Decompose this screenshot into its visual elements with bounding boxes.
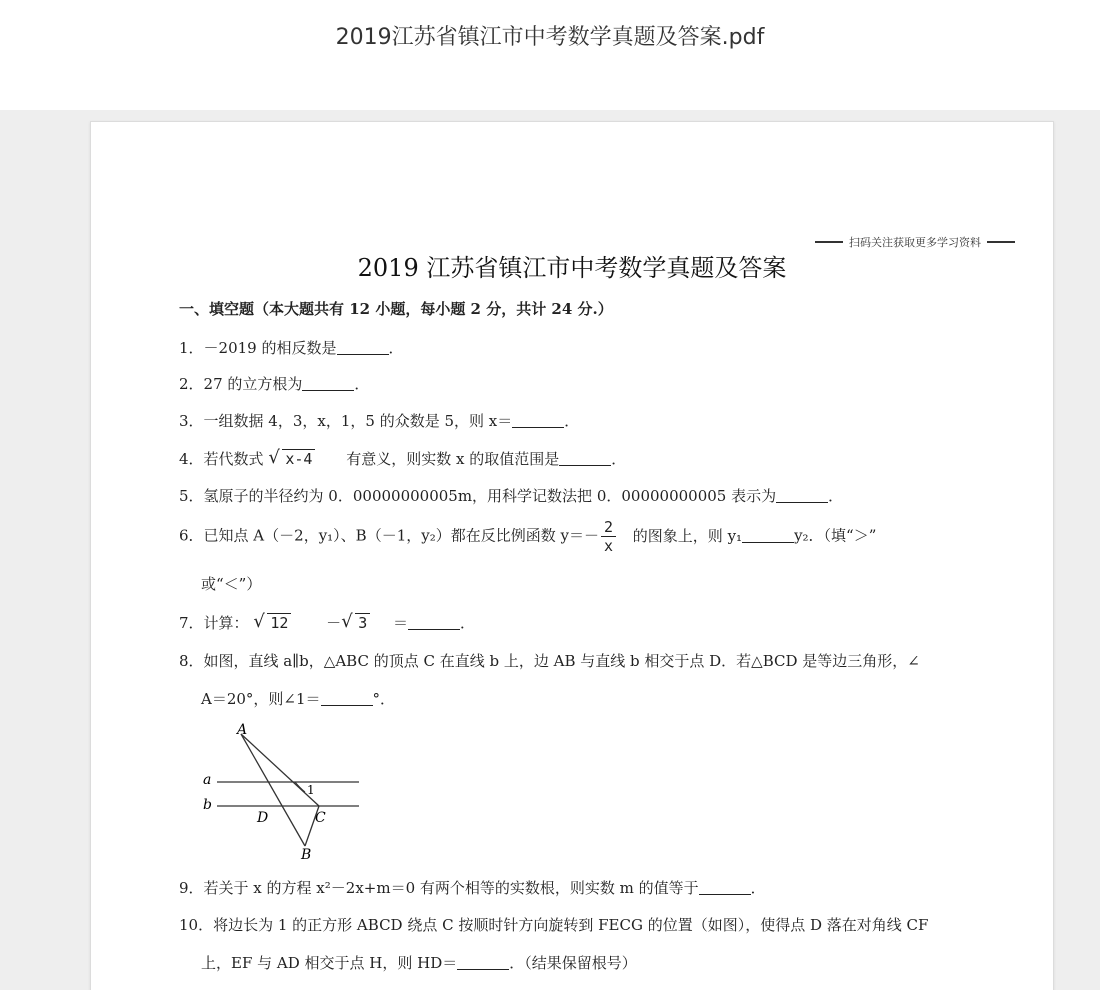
question-6-continued (179, 573, 261, 594)
question-1 (179, 337, 404, 358)
answer-blank (699, 879, 751, 895)
answer-blank (302, 375, 354, 391)
question-text: 1．－2019 的相反数是 (179, 339, 337, 357)
question-10-continued (179, 952, 637, 973)
label-b: b (203, 797, 212, 813)
question-text: ． (750, 879, 766, 897)
answer-blank (512, 412, 564, 428)
answer-blank (321, 690, 373, 706)
question-text: y₂．（填“＞” (794, 526, 877, 545)
fraction-numerator: 2 (601, 518, 616, 537)
label-A: A (237, 722, 248, 738)
label-C: C (315, 810, 326, 826)
label-B: B (301, 847, 312, 862)
document-title: 2019江苏省镇江市中考数学真题及答案.pdf (335, 25, 765, 50)
promo-dash-left (815, 241, 843, 243)
radicand: x-4 (282, 449, 315, 468)
question-5 (179, 485, 843, 506)
question-9 (179, 877, 766, 898)
question-text: ． (611, 450, 627, 468)
question-text: 或“＜”） (201, 575, 262, 593)
question-text: 有意义，则实数 x 的取值范围是 (346, 450, 560, 468)
answer-blank (776, 487, 828, 503)
section-header: 一、填空题（本大题共有 12 小题，每小题 2 分，共计 24 分.） (179, 300, 613, 318)
equals-sign: ＝ (393, 614, 409, 632)
label-a: a (203, 772, 212, 788)
question-8-continued (179, 688, 395, 709)
question-text: 6．已知点 A（－2，y₁）、B（－1，y₂）都在反比例函数 y＝－ (179, 526, 599, 545)
label-1: 1 (307, 783, 315, 797)
question-text: ．（结果保留根号） (509, 954, 637, 972)
question-text: 9．若关于 x 的方程 x²－2x+m＝0 有两个相等的实数根，则实数 m 的值等于 (179, 879, 699, 897)
radicand: 12 (267, 613, 291, 632)
question-text: 4．若代数式 (179, 450, 264, 468)
square-root-12: √ 12 (253, 614, 291, 632)
answer-blank (457, 954, 509, 970)
minus-sign: － (326, 614, 342, 632)
fraction (601, 518, 616, 555)
segment-AB (241, 734, 305, 846)
promo-dash-right (987, 241, 1015, 243)
question-text: 10．将边长为 1 的正方形 ABCD 绕点 C 按顺时针方向旋转到 FECG 的位置（如图），使得点 D 落在对角线 CF (179, 916, 929, 934)
question-text: ． (354, 375, 370, 393)
question-text: 7．计算： (179, 614, 249, 632)
angle-1-arc (295, 782, 305, 792)
question-text: ． (828, 487, 844, 505)
document-viewer[interactable] (0, 110, 1100, 990)
answer-blank (337, 339, 389, 355)
pdf-page (90, 121, 1054, 990)
square-root-expression: √ x-4 (268, 450, 315, 468)
question-6 (179, 518, 876, 555)
question-10 (179, 914, 928, 935)
answer-blank (742, 527, 794, 543)
question-text: 2．27 的立方根为 (179, 375, 303, 393)
promo-text: 扫码关注获取更多学习资料 (849, 236, 981, 249)
label-D: D (257, 810, 269, 826)
question-text: 3．一组数据 4，3，x，1，5 的众数是 5，则 x＝ (179, 412, 513, 430)
geometry-figure (197, 722, 367, 862)
answer-blank (408, 614, 460, 630)
question-text: ． (460, 614, 476, 632)
question-text: 上，EF 与 AD 相交于点 H，则 HD＝ (201, 954, 458, 972)
question-3 (179, 410, 579, 431)
answer-blank (559, 450, 611, 466)
viewer-header (0, 0, 1100, 110)
question-8 (179, 650, 920, 671)
question-text: A＝20°，则∠1＝ (201, 690, 321, 708)
square-root-3: √ 3 (341, 614, 370, 632)
fraction-denominator: x (603, 537, 614, 555)
radicand: 3 (355, 613, 370, 632)
question-text: 5．氢原子的半径约为 0．00000000005m，用科学记数法把 0．00000000005 表示为 (179, 487, 777, 505)
question-2 (179, 373, 369, 394)
question-text: ． (564, 412, 580, 430)
paper-title: 2019 江苏省镇江市中考数学真题及答案 (357, 254, 787, 282)
question-4 (179, 448, 626, 469)
question-text: °． (372, 690, 396, 708)
question-text: ． (388, 339, 404, 357)
question-text: 8．如图，直线 a∥b，△ABC 的顶点 C 在直线 b 上，边 AB 与直线 b 相交于点 D．若△BCD 是等边三角形，∠ (179, 652, 920, 670)
question-7 (179, 612, 475, 633)
question-text: 的图象上，则 y₁ (632, 526, 743, 545)
